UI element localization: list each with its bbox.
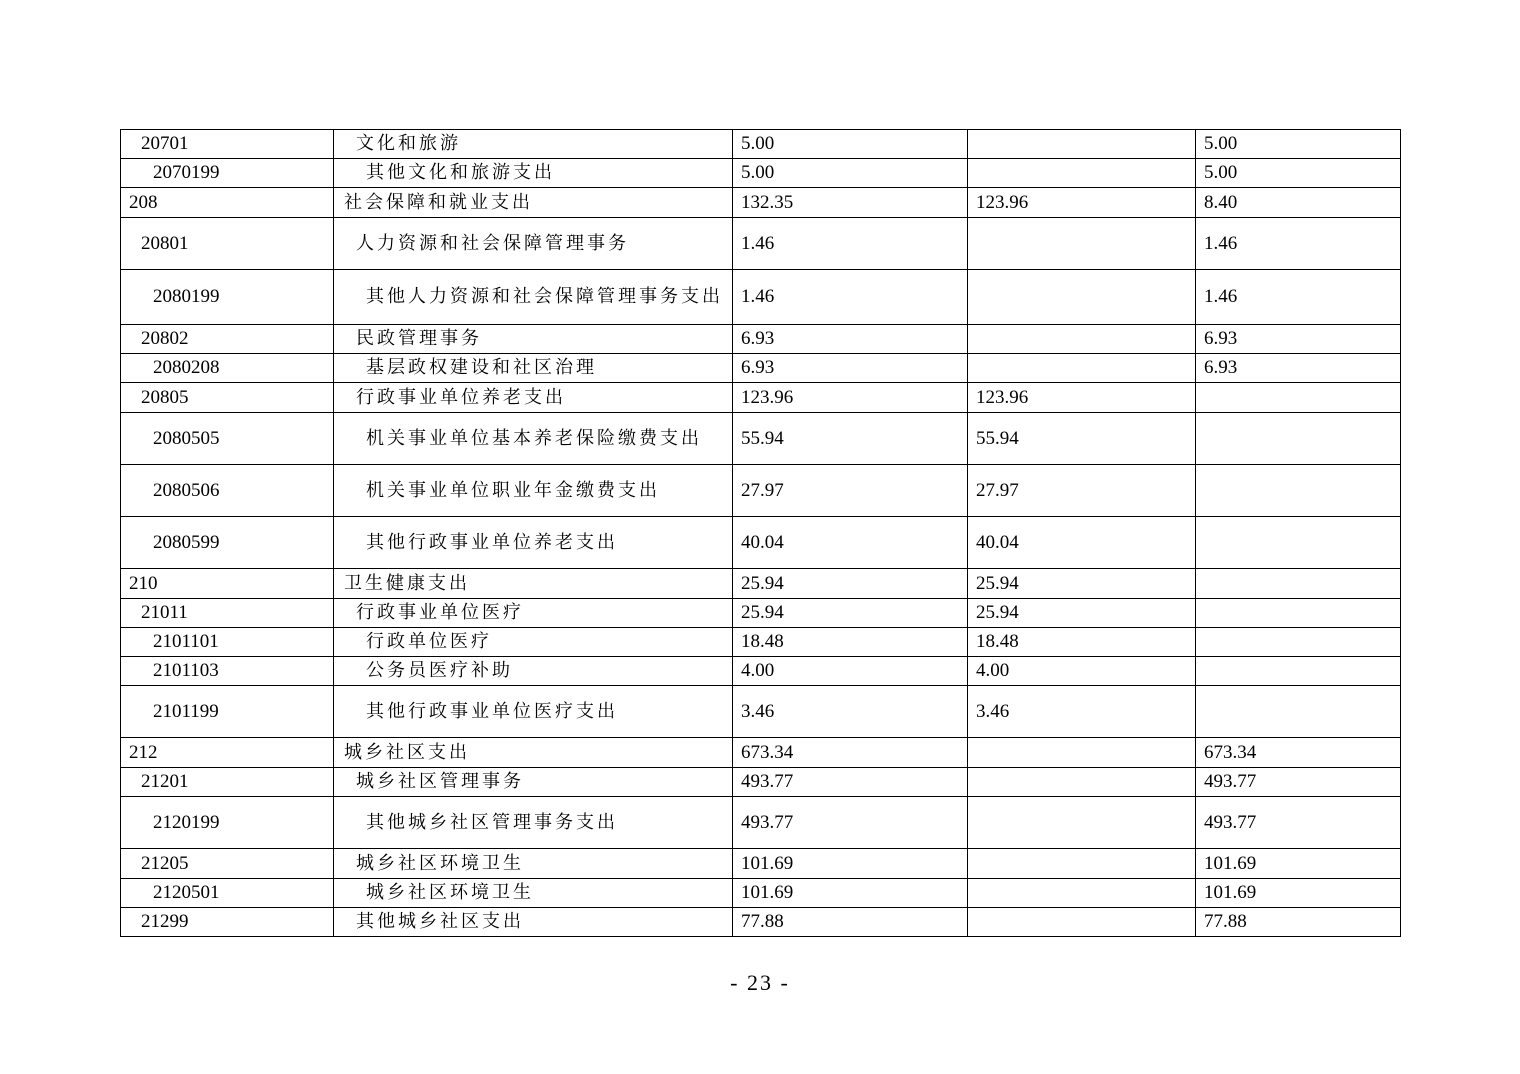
- row-code-cell: 2120501: [121, 879, 334, 908]
- row-total-cell: 55.94: [733, 413, 968, 465]
- row-basic-cell: [968, 354, 1196, 383]
- row-total-cell: 101.69: [733, 879, 968, 908]
- row-total-cell: 27.97: [733, 465, 968, 517]
- table-row: [121, 628, 1401, 657]
- row-project-cell: [1196, 517, 1401, 569]
- row-basic-cell: 40.04: [968, 517, 1196, 569]
- row-total-cell: 6.93: [733, 354, 968, 383]
- row-project-cell: 101.69: [1196, 849, 1401, 879]
- row-project-cell: [1196, 413, 1401, 465]
- row-project-cell: [1196, 628, 1401, 657]
- table-row: [121, 738, 1401, 768]
- row-total-cell: 25.94: [733, 569, 968, 599]
- row-total-cell: 1.46: [733, 218, 968, 270]
- row-total-cell: 4.00: [733, 657, 968, 686]
- row-code-cell: 2080505: [121, 413, 334, 465]
- row-basic-cell: 123.96: [968, 383, 1196, 413]
- row-name-cell: 其他人力资源和社会保障管理事务支出: [334, 270, 733, 325]
- row-total-cell: 25.94: [733, 599, 968, 628]
- row-name-cell: 行政事业单位医疗: [334, 599, 733, 628]
- row-name-cell: 基层政权建设和社区治理: [334, 354, 733, 383]
- row-basic-cell: [968, 908, 1196, 937]
- row-project-cell: [1196, 383, 1401, 413]
- row-code-cell: 21011: [121, 599, 334, 628]
- row-code-cell: 2080506: [121, 465, 334, 517]
- row-name-cell: 其他行政事业单位养老支出: [334, 517, 733, 569]
- row-total-cell: 40.04: [733, 517, 968, 569]
- table-row: [121, 879, 1401, 908]
- row-basic-cell: 123.96: [968, 188, 1196, 218]
- row-basic-cell: 25.94: [968, 599, 1196, 628]
- row-total-cell: 493.77: [733, 768, 968, 797]
- row-name-cell: 其他城乡社区管理事务支出: [334, 797, 733, 849]
- row-basic-cell: [968, 325, 1196, 354]
- row-name-cell: 民政管理事务: [334, 325, 733, 354]
- row-name-cell: 其他文化和旅游支出: [334, 159, 733, 188]
- row-name-cell: 其他行政事业单位医疗支出: [334, 686, 733, 738]
- row-total-cell: 123.96: [733, 383, 968, 413]
- row-code-cell: 20801: [121, 218, 334, 270]
- row-name-cell: 卫生健康支出: [334, 569, 733, 599]
- table-row: [121, 465, 1401, 517]
- row-project-cell: 5.00: [1196, 130, 1401, 159]
- row-name-cell: 行政事业单位养老支出: [334, 383, 733, 413]
- table-row: [121, 159, 1401, 188]
- row-project-cell: 8.40: [1196, 188, 1401, 218]
- row-basic-cell: 25.94: [968, 569, 1196, 599]
- budget-table: [120, 129, 1401, 937]
- row-project-cell: [1196, 465, 1401, 517]
- table-row: [121, 569, 1401, 599]
- table-row: [121, 413, 1401, 465]
- row-basic-cell: [968, 270, 1196, 325]
- row-total-cell: 493.77: [733, 797, 968, 849]
- row-name-cell: 行政单位医疗: [334, 628, 733, 657]
- row-name-cell: 城乡社区管理事务: [334, 768, 733, 797]
- row-project-cell: 101.69: [1196, 879, 1401, 908]
- row-code-cell: 2101199: [121, 686, 334, 738]
- row-code-cell: 2070199: [121, 159, 334, 188]
- table-row: [121, 218, 1401, 270]
- row-project-cell: 493.77: [1196, 797, 1401, 849]
- budget-table-body: [121, 130, 1401, 937]
- row-name-cell: 文化和旅游: [334, 130, 733, 159]
- row-code-cell: 210: [121, 569, 334, 599]
- table-row: [121, 325, 1401, 354]
- row-project-cell: 1.46: [1196, 270, 1401, 325]
- row-name-cell: 城乡社区环境卫生: [334, 879, 733, 908]
- budget-table-container: [120, 129, 1400, 937]
- row-basic-cell: [968, 218, 1196, 270]
- row-code-cell: 212: [121, 738, 334, 768]
- row-name-cell: 社会保障和就业支出: [334, 188, 733, 218]
- row-total-cell: 18.48: [733, 628, 968, 657]
- row-total-cell: 5.00: [733, 130, 968, 159]
- row-total-cell: 3.46: [733, 686, 968, 738]
- row-basic-cell: [968, 159, 1196, 188]
- row-code-cell: 2080208: [121, 354, 334, 383]
- row-code-cell: 20701: [121, 130, 334, 159]
- row-project-cell: [1196, 599, 1401, 628]
- row-project-cell: 5.00: [1196, 159, 1401, 188]
- row-code-cell: 208: [121, 188, 334, 218]
- row-code-cell: 2080599: [121, 517, 334, 569]
- row-basic-cell: 4.00: [968, 657, 1196, 686]
- row-name-cell: 机关事业单位基本养老保险缴费支出: [334, 413, 733, 465]
- page-number: - 23 -: [730, 970, 790, 995]
- row-basic-cell: [968, 879, 1196, 908]
- row-project-cell: [1196, 569, 1401, 599]
- row-project-cell: 6.93: [1196, 354, 1401, 383]
- table-row: [121, 188, 1401, 218]
- row-basic-cell: [968, 738, 1196, 768]
- table-row: [121, 130, 1401, 159]
- row-code-cell: 2101103: [121, 657, 334, 686]
- row-project-cell: 77.88: [1196, 908, 1401, 937]
- table-row: [121, 517, 1401, 569]
- row-name-cell: 公务员医疗补助: [334, 657, 733, 686]
- table-row: [121, 270, 1401, 325]
- row-project-cell: 1.46: [1196, 218, 1401, 270]
- row-name-cell: 人力资源和社会保障管理事务: [334, 218, 733, 270]
- row-total-cell: 132.35: [733, 188, 968, 218]
- row-basic-cell: 18.48: [968, 628, 1196, 657]
- row-code-cell: 21299: [121, 908, 334, 937]
- table-row: [121, 657, 1401, 686]
- row-basic-cell: 55.94: [968, 413, 1196, 465]
- row-project-cell: 6.93: [1196, 325, 1401, 354]
- table-row: [121, 797, 1401, 849]
- row-code-cell: 2120199: [121, 797, 334, 849]
- row-code-cell: 2101101: [121, 628, 334, 657]
- row-total-cell: 5.00: [733, 159, 968, 188]
- row-basic-cell: [968, 797, 1196, 849]
- row-project-cell: [1196, 657, 1401, 686]
- table-row: [121, 849, 1401, 879]
- row-total-cell: 673.34: [733, 738, 968, 768]
- row-project-cell: 673.34: [1196, 738, 1401, 768]
- row-total-cell: 6.93: [733, 325, 968, 354]
- row-total-cell: 77.88: [733, 908, 968, 937]
- table-row: [121, 383, 1401, 413]
- row-name-cell: 城乡社区支出: [334, 738, 733, 768]
- row-basic-cell: [968, 849, 1196, 879]
- row-project-cell: 493.77: [1196, 768, 1401, 797]
- row-name-cell: 城乡社区环境卫生: [334, 849, 733, 879]
- row-code-cell: 21205: [121, 849, 334, 879]
- row-basic-cell: [968, 768, 1196, 797]
- row-basic-cell: 3.46: [968, 686, 1196, 738]
- row-basic-cell: 27.97: [968, 465, 1196, 517]
- row-code-cell: 20805: [121, 383, 334, 413]
- table-row: [121, 599, 1401, 628]
- table-row: [121, 768, 1401, 797]
- table-row: [121, 686, 1401, 738]
- row-total-cell: 101.69: [733, 849, 968, 879]
- table-row: [121, 908, 1401, 937]
- row-code-cell: 20802: [121, 325, 334, 354]
- row-total-cell: 1.46: [733, 270, 968, 325]
- row-project-cell: [1196, 686, 1401, 738]
- row-basic-cell: [968, 130, 1196, 159]
- row-name-cell: 其他城乡社区支出: [334, 908, 733, 937]
- row-name-cell: 机关事业单位职业年金缴费支出: [334, 465, 733, 517]
- row-code-cell: 2080199: [121, 270, 334, 325]
- table-row: [121, 354, 1401, 383]
- row-code-cell: 21201: [121, 768, 334, 797]
